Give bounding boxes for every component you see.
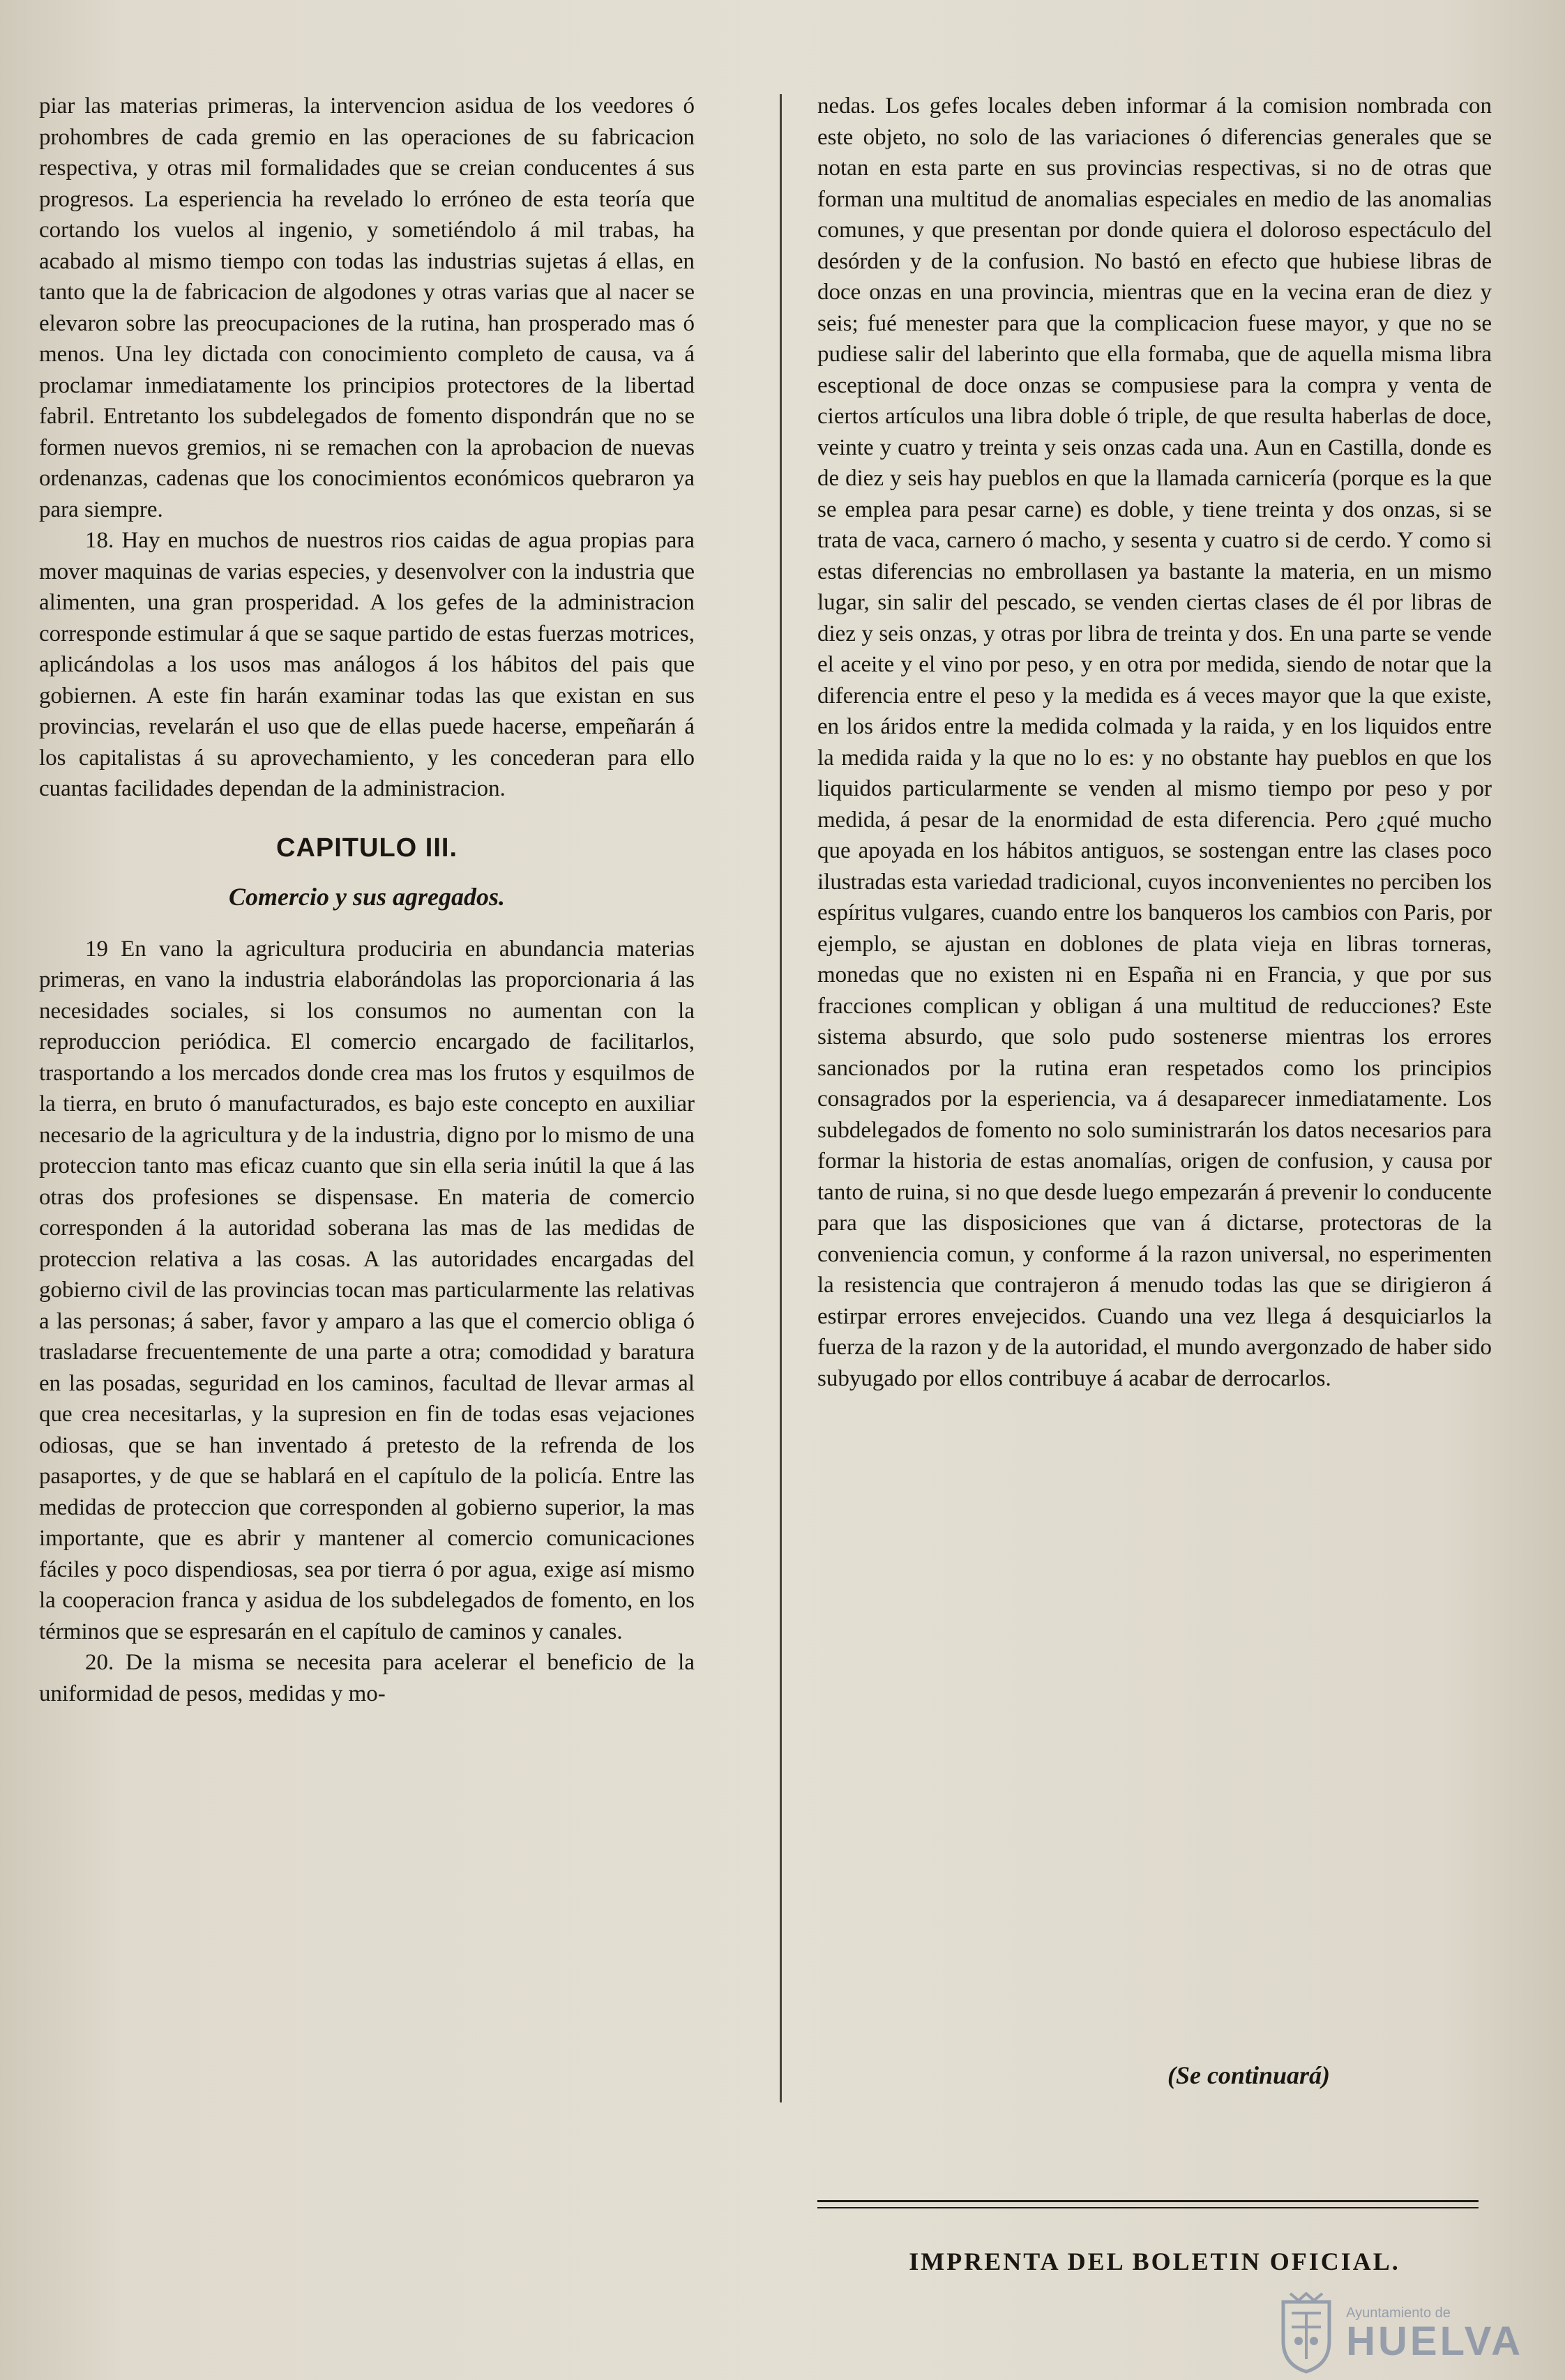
printer-imprint: IMPRENTA DEL BOLETIN OFICIAL. (909, 2248, 1400, 2275)
watermark-main-text: HUELVA (1346, 2318, 1523, 2364)
right-column (817, 91, 1492, 1394)
double-rule (817, 2200, 1479, 2208)
paragraph-20: 20. De la misma se necesita para acelerar el beneficio de la uniformidad de pesos, medidas y mo- (39, 1650, 695, 1706)
archive-watermark (1278, 2292, 1523, 2374)
chapter-subtitle: Comercio y sus agregados. (229, 883, 505, 911)
paragraph-19: 19 En vano la agricultura produciria en abundancia materias primeras, en vano la industria elaborándolas las proporcionaria á las necesidades sociales, si los consumos no aumentan con la reproduccion periódica. El comercio encargado de facilitarlos, trasportando a los mercados donde crea mas los frutos y esquilmos de la tierra, en bruto ó manufacturados, es bajo este concepto en auxiliar necesario de la agricultura y de la industria, digno por lo mismo de una proteccion tanto mas eficaz cuanto que sin ella seria inútil la que á las otras dos profesiones se dispensase. En materia de comercio corresponden á la autoridad soberana las mas de las medidas de proteccion relativa a las cosas. A las autoridades encargadas del gobierno civil de las provincias tocan mas particularmente las relativas a las personas; á saber, favor y amparo a las que el comercio obliga ó trasladarse frecuentemente de una parte a otra; comodidad y baratura en las posadas, seguridad en los caminos, facultad de llevar armas al que crea necesitarlas, y la supresion en fin de todas esas vejaciones odiosas, que se han inventado á pretesto de la refrenda de los pasaportes, y de que se hablará en el capítulo de la policía. Entre las medidas de proteccion que corresponden al gobierno superior, la mas importante, que es abrir y mantener al comercio comunicaciones fáciles y poco dispendiosas, sea por tierra ó por agua, exige así mismo la cooperacion franca y asidua de los subdelegados de fomento, en los términos que se espresarán en el capítulo de caminos y canales. (39, 936, 695, 1644)
paragraph-18: 18. Hay en muchos de nuestros rios caidas de agua propias para mover maquinas de varias especies, y desenvolver con la industria que alimenten, una gran prosperidad. A los gefes de la administracion corresponde estimular á que se saque partido de estas fuerzas motrices, aplicándolas a los usos mas análogos á los hábitos del pais que gobiernen. A este fin harán examinar todas las que existan en sus provincias, revelarán el uso que de ellas puede hacerse, empeñarán á los capitalistas á su aprovechamiento, y les concederan para ello cuantas facilidades dependan de la administracion. (39, 528, 695, 801)
watermark-top-text: Ayuntamiento de (1346, 2305, 1451, 2321)
left-column (39, 91, 695, 1709)
huelva-crest-icon (1278, 2292, 1335, 2374)
paragraph-continued: piar las materias primeras, la intervencion asidua de los veedores ó prohombres de cada gremio en las operaciones de su fabricacion respectiva, y otras mil formalidades que se creian conducentes á sus progresos. La esperiencia ha revelado lo erróneo de esta teoría que cortando los vuelos al ingenio, y sometiéndolo á mil trabas, ha acabado al mismo tiempo con todas las industrias sujetas á ellas, en tanto que la de fabricacion de algodones y otras varias que al nacer se elevaron sobre las preocupaciones de la rutina, han prosperado mas ó menos. Una ley dictada con conocimiento completo de causa, va á proclamar inmediatamente los principios protectores de la libertad fabril. Entretanto los subdelegados de fomento dispondrán que no se formen nuevos gremios, ni se remachen con la aprobacion de nuevas ordenanzas, cadenas que los conocimientos económicos quebraron ya para siempre. (39, 93, 695, 522)
paragraph-continued-right: nedas. Los gefes locales deben informar á la comision nombrada con este objeto, no solo de las variaciones ó diferencias generales que se notan en esta parte en sus provincias respectivas, si no de otras que forman una multitud de anomalias especiales en medio de las anomalias comunes, y que presentan por donde quiera el doloroso espectáculo del desórden y de la confusion. No bastó en efecto que hubiese libras de doce onzas en una provincia, mientras que en la vecina eran de diez y seis; fué menester para que la complicacion fuese mayor, y que no se pudiese salir del laberinto que ella formaba, que de aquella misma libra esceptional de doce onzas se compusiese para la compra y venta de ciertos artículos una libra doble ó triple, de que resulta haberlas de doce, veinte y cuatro y treinta y seis onzas cada una. Aun en Castilla, donde es de diez y seis hay pueblos en que la llamada carnicería (porque es la que se emplea para pesar carne) es doble, y tiene treinta y dos onzas, si se trata de vaca, carnero ó macho, y sesenta y cuatro si de cerdo. Y como si estas diferencias no embrollasen ya bastante la materia, en un mismo lugar, sin salir del pescado, se venden ciertas clases de él por libras de diez y seis onzas, y otras por libra de treinta y dos. En una parte se vende el aceite y el vino por peso, y en otra por medida, siendo de notar que la diferencia entre el peso y la medida es á veces mayor que la que existe, en los áridos entre la medida colmada y la raida, y en los liquidos entre la medida raida y la que no lo es: y no obstante hay pueblos en que los liquidos particularmente se venden al mismo tiempo por peso y por medida, á pesar de la enormidad de esta diferencia. Pero ¿qué mucho que apoyada en los hábitos antiguos, se sostengan entre las clases poco ilustradas esta variedad tradicional, cuyos inconvenientes no perciben los espíritus vulgares, cuando entre los banqueros los cambios con Paris, por ejemplo, se ajustan en doblones de plata vieja en libras torneras, monedas que no existen ni en España ni en Francia, y que por sus fracciones complican y obligan á una multitud de reducciones? Este sistema absurdo, que solo pudo sostenerse mientras los errores sancionados por la rutina eran respetados como los principios consagrados por la esperiencia, va á desaparecer inmediatamente. Los subdelegados de fomento no solo suministrarán los datos necesarios para formar la historia de estas anomalías, origen de confusion, y causa por tanto de ruina, si no que desde luego empezarán á prevenir lo conducente para que las disposiciones que van á dictarse, protectoras de la conveniencia comun, y conforme á la razon universal, no esperimenten la resistencia que contrajeron á menudo todas las que se dirigieron á estirpar errores envejecidos. Cuando una vez llega á desquiciarlos la fuerza de la razon y de la autoridad, el mundo avergonzado de haber sido subyugado por ellos contribuye á acabar de derrocarlos. (817, 93, 1492, 1391)
column-divider (780, 94, 782, 2102)
chapter-title: CAPITULO III. (276, 833, 458, 863)
continuation-note: (Se continuará) (1167, 2061, 1331, 2089)
